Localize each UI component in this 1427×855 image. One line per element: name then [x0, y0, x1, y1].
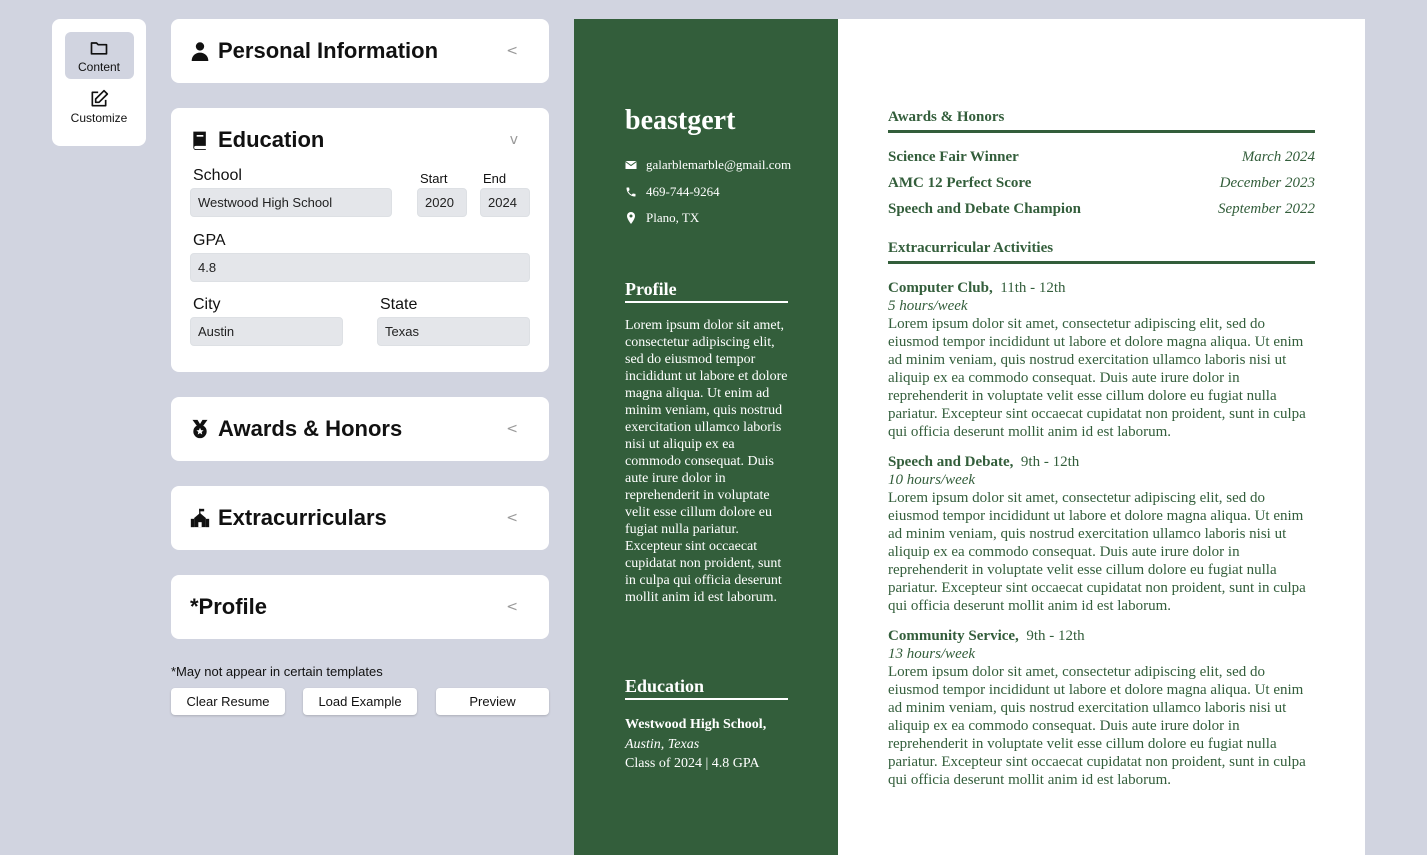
awards-chevron-icon[interactable]: < — [506, 421, 518, 437]
activity-description: Lorem ipsum dolor sit amet, consectetur adipiscing elit, sed do eiusmod tempor incididunt ut labore et dolore magna aliqua. Ut enim ad minim veniam, quis nostrud exercitation ullamco laboris nisi ut aliquip ex ea commodo consequat. Duis aute irure dolor in reprehenderit in voluptate velit esse cillum dolore eu fugiat nulla pariatur. Excepteur sint occaecat cupidatat non proident, sunt in culpa qui officia deserunt mollit anim id est laborum. — [888, 490, 1306, 614]
resume-edu-location: Austin, Texas — [625, 736, 700, 752]
award-title: Speech and Debate Champion — [888, 201, 1081, 217]
nav-customize-button[interactable] — [65, 83, 134, 130]
gpa-label: GPA — [193, 232, 226, 249]
resume-edu-class: Class of 2024 | 4.8 GPA — [625, 756, 760, 771]
award-date: September 2022 — [1217, 201, 1315, 217]
award-row — [888, 175, 1315, 192]
resume-location — [625, 210, 699, 226]
personal-info-chevron-icon[interactable]: < — [506, 43, 518, 59]
medal-icon — [190, 419, 210, 439]
profile-header — [190, 575, 267, 639]
activity-grades: 9th - 12th — [1020, 454, 1080, 470]
city-input[interactable]: Austin — [190, 317, 343, 346]
map-pin-icon — [625, 212, 637, 224]
activity-description: Lorem ipsum dolor sit amet, consectetur adipiscing elit, sed do eiusmod tempor incididunt ut labore et dolore magna aliqua. Ut enim ad minim veniam, quis nostrud exercitation ullamco laboris nisi ut aliquip ex ea commodo consequat. Duis aute irure dolor in reprehenderit in voluptate velit esse cillum dolore eu fugiat nulla pariatur. Excepteur sint occaecat cupidatat non proident, sunt in culpa qui officia deserunt mollit anim id est laborum. — [888, 664, 1306, 788]
resume-name: beastgert — [625, 105, 736, 136]
resume-edu-school: Westwood High School, — [625, 717, 767, 732]
activity-title: Speech and Debate, — [888, 454, 1014, 470]
preview-button[interactable]: Preview — [436, 688, 549, 715]
side-nav — [52, 19, 146, 146]
end-label: End — [483, 171, 507, 186]
phone-icon — [625, 186, 637, 198]
school-label: School — [193, 167, 242, 184]
envelope-icon — [625, 159, 637, 171]
award-date: December 2023 — [1219, 175, 1315, 191]
awards-title: Awards & Honors — [218, 416, 403, 441]
start-label: Start — [420, 171, 448, 186]
activity-title: Computer Club, — [888, 280, 993, 296]
resume-email-text: galarblemarble@gmail.com — [646, 157, 792, 172]
activity-description: Lorem ipsum dolor sit amet, consectetur adipiscing elit, sed do eiusmod tempor incididunt ut labore et dolore magna aliqua. Ut enim ad minim veniam, quis nostrud exercitation ullamco laboris nisi ut aliquip ex ea commodo consequat. Duis aute irure dolor in reprehenderit in voluptate velit esse cillum dolore eu fugiat nulla pariatur. Excepteur sint occaecat cupidatat non proident, sunt in culpa qui officia deserunt mollit anim id est laborum. — [888, 316, 1306, 440]
nav-customize-label: Customize — [70, 110, 128, 125]
resume-profile-text: Lorem ipsum dolor sit amet, consectetur adipiscing elit, sed do eiusmod tempor incididunt ut labore et dolore magna aliqua. Ut enim ad minim veniam, quis nostrud exercitation ullamco laboris nisi ut aliquip ex ea commodo consequat. Duis aute irure dolor in reprehenderit in voluptate velit esse cillum dolore eu fugiat nulla pariatur. Excepteur sint occaecat cupidatat non proident, sunt in culpa qui officia deserunt mollit anim id est laborum. — [625, 318, 788, 605]
user-icon — [190, 41, 210, 61]
activity-title: Community Service, — [888, 628, 1019, 644]
school-building-icon — [190, 508, 210, 528]
award-title: Science Fair Winner — [888, 149, 1019, 165]
activity-grades: 11th - 12th — [1000, 280, 1066, 296]
school-input[interactable]: Westwood High School — [190, 188, 392, 217]
activity-entry — [888, 279, 1315, 441]
start-input[interactable]: 2020 — [417, 188, 467, 217]
extracurriculars-header — [190, 486, 387, 550]
personal-info-header — [190, 19, 438, 83]
personal-info-title: Personal Information — [218, 38, 439, 63]
gpa-input[interactable]: 4.8 — [190, 253, 530, 282]
resume-awards-heading: Awards & Honors — [888, 109, 1315, 133]
folder-icon — [89, 38, 109, 58]
award-date: March 2024 — [1241, 149, 1315, 165]
edit-icon — [89, 89, 109, 109]
resume-education-heading: Education — [625, 676, 788, 700]
awards-header — [190, 397, 402, 461]
template-note: *May not appear in certain templates — [171, 664, 383, 679]
clear-resume-button[interactable]: Clear Resume — [171, 688, 285, 715]
extracurriculars-panel[interactable] — [171, 486, 549, 550]
award-row — [888, 201, 1315, 218]
load-example-button[interactable]: Load Example — [303, 688, 417, 715]
state-label: State — [380, 296, 418, 313]
nav-content-button[interactable] — [65, 32, 134, 79]
education-chevron-icon[interactable]: v — [509, 132, 518, 148]
activity-entry — [888, 627, 1315, 789]
activity-hours: 5 hours/week — [888, 298, 968, 314]
extracurriculars-title: Extracurriculars — [218, 505, 387, 530]
state-input[interactable]: Texas — [377, 317, 530, 346]
nav-content-label: Content — [77, 59, 121, 74]
personal-info-panel[interactable] — [171, 19, 549, 83]
education-header[interactable] — [190, 108, 324, 172]
activity-entry — [888, 453, 1315, 615]
book-icon — [190, 130, 210, 150]
award-row — [888, 149, 1315, 166]
resume-email — [625, 157, 791, 173]
city-label: City — [193, 296, 221, 313]
activity-hours: 10 hours/week — [888, 472, 976, 488]
resume-preview — [574, 19, 1365, 855]
education-title: Education — [218, 127, 325, 152]
resume-location-text: Plano, TX — [646, 210, 700, 225]
resume-profile-heading: Profile — [625, 279, 788, 303]
awards-panel[interactable] — [171, 397, 549, 461]
activity-hours: 13 hours/week — [888, 646, 976, 662]
end-input[interactable]: 2024 — [480, 188, 530, 217]
profile-panel[interactable] — [171, 575, 549, 639]
activity-grades: 9th - 12th — [1026, 628, 1085, 644]
resume-sidebar — [574, 19, 838, 855]
award-title: AMC 12 Perfect Score — [888, 175, 1032, 191]
extracurriculars-chevron-icon[interactable]: < — [506, 510, 518, 526]
education-panel — [171, 108, 549, 372]
resume-activities-heading: Extracurricular Activities — [888, 240, 1315, 264]
resume-phone-text: 469-744-9264 — [646, 184, 720, 199]
resume-education-block — [625, 715, 766, 774]
profile-chevron-icon[interactable]: < — [506, 599, 518, 615]
profile-title: *Profile — [190, 594, 268, 619]
resume-phone — [625, 184, 720, 200]
